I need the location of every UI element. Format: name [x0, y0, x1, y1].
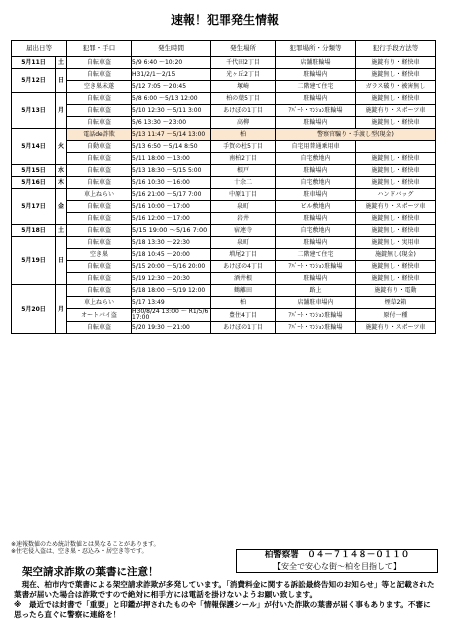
- table-row: [12, 309, 436, 322]
- day-of-week: 土: [56, 57, 67, 69]
- crime-location: 自宅敷地内: [276, 177, 356, 189]
- warning-title: 架空請求詐欺の葉書に注意！: [22, 566, 159, 578]
- table-row: [12, 153, 436, 165]
- crime-method: 原付一種: [356, 309, 436, 322]
- crime-method: 施錠有り・電動: [356, 285, 436, 297]
- crime-type: オートバイ盗: [67, 309, 132, 322]
- crime-location: ｱﾊﾟｰﾄ・ﾏﾝｼｮﾝ駐輪場: [276, 322, 356, 334]
- crime-method: 施錠無し・軽快車: [356, 93, 436, 105]
- crime-location: 駐輪場内: [276, 69, 356, 81]
- table-row: [12, 201, 436, 213]
- crime-location: 自宅用普通乗用車: [276, 141, 356, 153]
- report-date: 5月20日: [12, 285, 56, 334]
- warning-body: [14, 580, 438, 620]
- crime-table-body: [12, 57, 436, 334]
- occurrence-time: 5/16 21:00 ～5/17 7:00: [132, 189, 211, 201]
- crime-location: 二階建て住宅: [276, 249, 356, 261]
- crime-location: 自宅敷地内: [276, 153, 356, 165]
- crime-method: 施錠無し・軽快車: [356, 213, 436, 225]
- occurrence-place: 十余二: [211, 177, 276, 189]
- crime-type: 自転車盗: [67, 105, 132, 117]
- table-row: [12, 249, 436, 261]
- crime-type: 自転車盗: [67, 69, 132, 81]
- occurrence-time: 5/6 13:30 ～23:00: [132, 117, 211, 129]
- day-of-week: 月: [56, 285, 67, 334]
- crime-location: ビル敷地内: [276, 201, 356, 213]
- day-of-week: 金: [56, 189, 67, 225]
- crime-type: 空き巣: [67, 249, 132, 261]
- contact-box: [236, 549, 438, 573]
- crime-method: ガラス破り・被害無し: [356, 81, 436, 93]
- police-phone: 柏警察署 ０４－７１４８－０１１０: [264, 550, 410, 560]
- note-line: ※住宅侵入盗は、空き巣・忍込み・居空き等です。: [11, 548, 148, 555]
- crime-location: 店舗駐車場内: [276, 297, 356, 309]
- crime-method: 施錠有り・スポーツ車: [356, 322, 436, 334]
- occurrence-place: 柏の葉5丁目: [211, 93, 276, 105]
- table-row: [12, 261, 436, 273]
- occurrence-time: 5/16 10:30 ～16:00: [132, 177, 211, 189]
- crime-type: 自転車盗: [67, 201, 132, 213]
- crime-table: [11, 40, 436, 334]
- table-row: [12, 322, 436, 334]
- crime-type: 電話de詐欺: [67, 129, 132, 141]
- day-of-week: 月: [56, 93, 67, 129]
- header-method: 犯行手段方法等: [356, 41, 436, 57]
- occurrence-place: 高柳: [211, 117, 276, 129]
- occurrence-place: 鶴離田: [211, 285, 276, 297]
- crime-location: 駐車場内: [276, 189, 356, 201]
- crime-location: 駐輪場内: [276, 165, 356, 177]
- crime-method: 施錠無し(現金): [356, 249, 436, 261]
- occurrence-time: H30/8/24 13:00 ～ R1/5/6 17:00: [132, 309, 211, 322]
- report-date: 5月11日: [12, 57, 56, 69]
- crime-type: 自転車盗: [67, 153, 132, 165]
- table-row: [12, 141, 436, 153]
- day-of-week: 土: [56, 225, 67, 237]
- crime-type: 自転車盗: [67, 237, 132, 249]
- notes: [11, 541, 160, 555]
- header-date: 届出日等: [12, 41, 67, 57]
- table-row: [12, 189, 436, 201]
- table-row: [12, 117, 436, 129]
- crime-location: ｱﾊﾟｰﾄ・ﾏﾝｼｮﾝ駐輪場: [276, 261, 356, 273]
- occurrence-place: 泉町: [211, 201, 276, 213]
- crime-type: 自転車盗: [67, 213, 132, 225]
- slogan: 【安全で安心な街～柏を目指して】: [273, 562, 401, 571]
- occurrence-time: 5/16 10:00 ～17:00: [132, 201, 211, 213]
- crime-type: 自転車盗: [67, 225, 132, 237]
- occurrence-time: 5/13 18:30 ～5/15 5:00: [132, 165, 211, 177]
- occurrence-time: 5/13 6:50 ～5/14 8:50: [132, 141, 211, 153]
- crime-type: 自転車盗: [67, 285, 132, 297]
- occurrence-place: 柏: [211, 297, 276, 309]
- crime-location: 警察官騙り・手渡し型(現金): [276, 129, 436, 141]
- crime-type: 自動車盗: [67, 141, 132, 153]
- table-row: [12, 177, 436, 189]
- crime-method: 煙草2箱: [356, 297, 436, 309]
- occurrence-time: 5/17 13:49: [132, 297, 211, 309]
- day-of-week: 日: [56, 69, 67, 93]
- occurrence-place: 南柏2丁目: [211, 153, 276, 165]
- occurrence-place: あけぼの4丁目: [211, 261, 276, 273]
- crime-location: 駐輪場内: [276, 117, 356, 129]
- occurrence-time: 5/18 13:30 ～22:30: [132, 237, 211, 249]
- crime-type: 自転車盗: [67, 165, 132, 177]
- crime-method: 施錠無し・軽快車: [356, 117, 436, 129]
- crime-type: 自転車盗: [67, 93, 132, 105]
- report-date: 5月16日: [12, 177, 56, 189]
- occurrence-time: 5/8 6:00 ～5/13 12:00: [132, 93, 211, 105]
- occurrence-time: 5/20 19:30 ～21:00: [132, 322, 211, 334]
- table-row: [12, 57, 436, 69]
- day-of-week: 水: [56, 165, 67, 177]
- table-header-row: [12, 41, 436, 57]
- report-date: 5月12日: [12, 69, 56, 93]
- report-date: 5月18日: [12, 225, 56, 237]
- occurrence-time: 5/9 6:40 ～10:20: [132, 57, 211, 69]
- report-date: 5月13日: [12, 93, 56, 129]
- crime-type: 自転車盗: [67, 322, 132, 334]
- table-row: [12, 69, 436, 81]
- crime-method: 施錠無し・軽快車: [356, 225, 436, 237]
- occurrence-place: 宿連寺: [211, 225, 276, 237]
- table-row: [12, 165, 436, 177]
- table-row: [12, 93, 436, 105]
- occurrence-place: あけぼの1丁目: [211, 105, 276, 117]
- crime-location: 駐輪場内: [276, 273, 356, 285]
- table-row: [12, 285, 436, 297]
- crime-method: 施錠有り・スポーツ車: [356, 201, 436, 213]
- crime-type: 車上ねらい: [67, 297, 132, 309]
- table-row: [12, 225, 436, 237]
- table-row: [12, 273, 436, 285]
- day-of-week: 木: [56, 177, 67, 189]
- occurrence-place: 豊住4丁目: [211, 309, 276, 322]
- header-place: 発生場所: [211, 41, 276, 57]
- crime-type: 空き巣未遂: [67, 81, 132, 93]
- day-of-week: 火: [56, 129, 67, 165]
- table-row: [12, 105, 436, 117]
- crime-method: 施錠有り・スポーツ車: [356, 105, 436, 117]
- crime-method: 施錠無し・軽快車: [356, 153, 436, 165]
- crime-location: 駐輪場内: [276, 93, 356, 105]
- occurrence-place: 千代田2丁目: [211, 57, 276, 69]
- crime-location: ｱﾊﾟｰﾄ・ﾏﾝｼｮﾝ駐輪場: [276, 105, 356, 117]
- occurrence-time: 5/18 18:00 ～5/19 12:00: [132, 285, 211, 297]
- crime-location: 駐輪場内: [276, 213, 356, 225]
- crime-method: 施錠無し・軽快車: [356, 165, 436, 177]
- report-date: 5月15日: [12, 165, 56, 177]
- crime-type: 自転車盗: [67, 117, 132, 129]
- crime-method: [356, 141, 436, 153]
- occurrence-time: 5/18 10:45 ～20:00: [132, 249, 211, 261]
- crime-method: ハンドバッグ: [356, 189, 436, 201]
- crime-method: 施錠有り・軽快車: [356, 57, 436, 69]
- crime-method: 施錠無し・軽快車: [356, 261, 436, 273]
- occurrence-place: 塚崎: [211, 81, 276, 93]
- table-row: [12, 81, 436, 93]
- day-of-week: 日: [56, 237, 67, 285]
- crime-type: 車上ねらい: [67, 189, 132, 201]
- crime-location: 二階建て住宅: [276, 81, 356, 93]
- occurrence-place: 手賀の杜5丁目: [211, 141, 276, 153]
- header-type: 犯罪・手口: [67, 41, 132, 57]
- crime-method: 施錠無し・軽快車: [356, 69, 436, 81]
- header-time: 発生時間: [132, 41, 211, 57]
- occurrence-time: 5/13 11:47 ～5/14 13:00: [132, 129, 211, 141]
- report-date: 5月14日: [12, 129, 56, 165]
- occurrence-time: 5/12 7:05 ～20:45: [132, 81, 211, 93]
- crime-location: 駐輪場内: [276, 237, 356, 249]
- occurrence-time: 5/19 12:30 ～20:30: [132, 273, 211, 285]
- table-row: [12, 213, 436, 225]
- table-row: [12, 297, 436, 309]
- page-title: 速報！犯罪発生情報: [170, 13, 279, 27]
- report-date: 5月19日: [12, 237, 56, 285]
- note-line: ※速報数値のため統計数値とは異なることがあります。: [11, 541, 160, 548]
- occurrence-time: 5/15 19:00 ～5/16 7:00: [132, 225, 211, 237]
- crime-type: 自転車盗: [67, 177, 132, 189]
- occurrence-place: 岩井: [211, 213, 276, 225]
- crime-method: 施錠無し・軽快車: [356, 273, 436, 285]
- occurrence-place: 根戸: [211, 165, 276, 177]
- occurrence-place: あけぼの1丁目: [211, 322, 276, 334]
- occurrence-place: 柏: [211, 129, 276, 141]
- occurrence-time: H31/2/1～2/15: [132, 69, 211, 81]
- warning-paragraph: 現在、柏市内で葉書による架空請求詐欺が多発しています。「消費料金に関する訴訟最終告知のお知らせ」等と記載された葉書が届いた場合は詐欺ですので絶対に相手方には電話を掛けないようお願い致します。: [14, 580, 435, 599]
- header-location: 犯罪場所・分類等: [276, 41, 356, 57]
- crime-location: 路上: [276, 285, 356, 297]
- crime-method: 施錠無し・実用車: [356, 237, 436, 249]
- crime-method: 施錠無し・軽快車: [356, 177, 436, 189]
- crime-location: ｱﾊﾟｰﾄ・ﾏﾝｼｮﾝ駐輪場: [276, 309, 356, 322]
- crime-location: 店舗駐輪場: [276, 57, 356, 69]
- table-row: [12, 129, 436, 141]
- crime-location: 自宅敷地内: [276, 225, 356, 237]
- occurrence-place: 増尾2丁目: [211, 249, 276, 261]
- occurrence-time: 5/15 20:00 ～5/16 20:00: [132, 261, 211, 273]
- table-row: [12, 237, 436, 249]
- crime-type: 自転車盗: [67, 273, 132, 285]
- crime-type: 自転車盗: [67, 57, 132, 69]
- occurrence-place: 泉町: [211, 237, 276, 249]
- warning-note: ※ 最近では封書で「重要」と印鑑が押されたものや「情報保護シール」が付いた詐欺の葉書が届く事もあります。不審に思ったら直ぐに警察に連絡を！: [14, 600, 431, 619]
- occurrence-place: 酒井根: [211, 273, 276, 285]
- report-date: 5月17日: [12, 189, 56, 225]
- occurrence-time: 5/16 12:00 ～17:00: [132, 213, 211, 225]
- occurrence-time: 5/11 18:00 ～13:00: [132, 153, 211, 165]
- crime-type: 自転車盗: [67, 261, 132, 273]
- occurrence-place: 中原1丁目: [211, 189, 276, 201]
- occurrence-place: 光ヶ丘2丁目: [211, 69, 276, 81]
- occurrence-time: 5/10 12:30 ～5/11 3:00: [132, 105, 211, 117]
